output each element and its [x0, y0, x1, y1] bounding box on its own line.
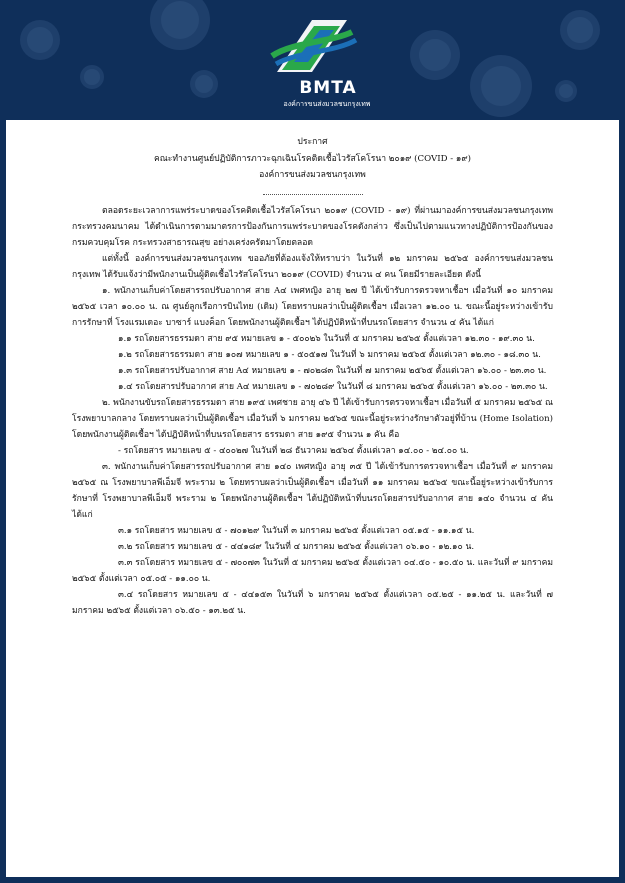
case-3-bus-3: ๓.๓ รถโดยสาร หมายเลข ๕ - ๗๐๐๗๓ ในวันที่ ๕ มกราคม ๒๕๖๕ ตั้งแต่เวลา ๐๔.๕๐ - ๑๐.๕๐ น. และวันที่ ๙ มกราคม ๒๕๖๕ ตั้งแต่เวลา ๐๕.๐๕ - ๑๑.๐๐ น. — [72, 557, 553, 584]
doc-subject: คณะทำงานศูนย์ปฏิบัติการภาวะฉุกเฉินโรคติดเชื้อไวรัสโคโรนา ๒๐๑๙ (COVID - ๑๙) — [154, 153, 471, 164]
doc-title: ประกาศ — [297, 137, 328, 147]
case-1-bus-3: ๑.๓ รถโดยสารปรับอากาศ สาย A๔ หมายเลข ๑ - ๗๐๒๘๓ ในวันที่ ๗ มกราคม ๒๕๖๕ ตั้งแต่เวลา ๑๖.๐๐ - ๒๓.๓๐ น. — [118, 365, 547, 376]
case-3-bus-1: ๓.๑ รถโดยสาร หมายเลข ๕ - ๗๐๑๒๙ ในวันที่ ๓ มกราคม ๒๕๖๕ ตั้งแต่เวลา ๐๕.๑๕ - ๑๑.๑๕ น. — [118, 525, 475, 536]
logo-wordmark: BMTA — [299, 78, 357, 98]
case-1: ๑. พนักงานเก็บค่าโดยสารรถปรับอากาศ สาย A๔ เพศหญิง อายุ ๒๗ ปี ได้เข้ารับการตรวจหาเชื้อฯ เมื่อวันที่ ๑๐ มกราคม ๒๕๖๕ เวลา ๑๐.๐๐ น. ณ ศูนย์ลูกเรือการบินไทย (เดิม) โดยทราบผลว่าเป็นผู้ติดเชื้อฯ เมื่อเวลา ๑๒.๐๐ น. ขณะนี้อยู่ระหว่างเข้ารับการรักษาที่ โรงแรมเดอะ บาซาร์ แบงค็อก โดยพนักงานผู้ติดเชื้อฯ ได้ปฏิบัติหน้าที่บนรถโดยสาร จำนวน ๔ คัน ได้แก่ — [72, 285, 553, 328]
bmta-logo-icon — [252, 12, 372, 84]
case-3-bus-4: ๓.๔ รถโดยสาร หมายเลข ๕ - ๔๔๑๕๓ ในวันที่ ๖ มกราคม ๒๕๖๕ ตั้งแต่เวลา ๐๕.๒๕ - ๑๑.๒๕ น. และวันที่ ๗ มกราคม ๒๕๖๕ ตั้งแต่เวลา ๐๖.๕๐ - ๑๓.๒๕ น. — [72, 589, 553, 616]
case-1-bus-2: ๑.๒ รถโดยสารธรรมดา สาย ๑๐๗ หมายเลข ๑ - ๕๐๕๑๗ ในวันที่ ๖ มกราคม ๒๕๖๕ ตั้งแต่เวลา ๑๒.๓๐ - ๑๘.๓๐ น. — [118, 349, 541, 360]
case-3: ๓. พนักงานเก็บค่าโดยสารรถปรับอากาศ สาย ๑๔๐ เพศหญิง อายุ ๓๕ ปี ได้เข้ารับการตรวจหาเชื้อฯ เมื่อวันที่ ๙ มกราคม ๒๕๖๕ ณ โรงพยาบาลพีเอ็มจี พระราม ๒ โดยทราบผลว่าเป็นผู้ติดเชื้อฯ เมื่อวันที่ ๑๑ มกราคม ๒๕๖๕ ขณะนี้อยู่ระหว่างเข้ารับการรักษาที่ โรงพยาบาลพีเอ็มจี พระราม ๒ โดยพนักงานผู้ติดเชื้อฯ ได้ปฏิบัติหน้าที่บนรถโดยสารปรับอากาศ สาย ๑๔๐ จำนวน ๔ คัน ได้แก่ — [72, 461, 553, 520]
intro-paragraph: ตลอดระยะเวลาการแพร่ระบาดของโรคติดเชื้อไวรัสโคโรนา ๒๐๑๙ (COVID - ๑๙) ที่ผ่านมาองค์การขนส่งมวลชนกรุงเทพ กระทรวงคมนาคม ได้ดำเนินการตามมาตรการป้องกันการแพร่ระบาดของโรคดังกล่าว ซึ่งเป็นไปตามแนวทางปฏิบัติการป้องกันของกรมควบคุมโรค กระทรวงสาธารณสุข อย่างเคร่งครัดมาโดยตลอด — [72, 205, 553, 248]
notice-paragraph: แต่ทั้งนี้ องค์การขนส่งมวลชนกรุงเทพ ขออภัยที่ต้องแจ้งให้ทราบว่า ในวันที่ ๑๒ มกราคม ๒๕๖๕ องค์การขนส่งมวลชนกรุงเทพ ได้รับแจ้งว่ามีพนักงานเป็นผู้ติดเชื้อไวรัสโคโรนา ๒๐๑๙ (COVID) จำนวน ๔ คน โดยมีรายละเอียด ดังนี้ — [72, 253, 553, 280]
case-2: ๒. พนักงานขับรถโดยสารธรรมดา สาย ๑๙๕ เพศชาย อายุ ๔๖ ปี ได้เข้ารับการตรวจหาเชื้อฯ เมื่อวันที่ ๕ มกราคม ๒๕๖๕ ณ โรงพยาบาลกลาง โดยทราบผลว่าเป็นผู้ติดเชื้อฯ เมื่อวันที่ ๖ มกราคม ๒๕๖๕ ขณะนี้อยู่ระหว่างรักษาตัวอยู่ที่บ้าน (Home Isolation) โดยพนักงานผู้ติดเชื้อฯ ได้ปฏิบัติหน้าที่บนรถโดยสาร ธรรมดา สาย ๑๙๕ จำนวน ๑ คัน คือ — [72, 397, 553, 440]
case-1-bus-4: ๑.๔ รถโดยสารปรับอากาศ สาย A๔ หมายเลข ๑ - ๗๐๒๘๙ ในวันที่ ๘ มกราคม ๒๕๖๕ ตั้งแต่เวลา ๑๖.๐๐ - ๒๓.๓๐ น. — [118, 381, 548, 392]
case-1-bus-1: ๑.๑ รถโดยสารธรรมดา สาย ๙๕ หมายเลข ๑ - ๕๐๐๒๖ ในวันที่ ๕ มกราคม ๒๕๖๕ ตั้งแต่เวลา ๑๒.๓๐ - ๑๙.๓๐ น. — [118, 333, 535, 344]
announcement-document — [6, 120, 619, 877]
doc-org: องค์การขนส่งมวลชนกรุงเทพ — [259, 170, 366, 180]
header-banner — [0, 6, 625, 114]
logo-subtitle: องค์การขนส่งมวลชนกรุงเทพ — [283, 100, 371, 108]
case-3-bus-2: ๓.๒ รถโดยสาร หมายเลข ๕ - ๔๔๑๘๙ ในวันที่ ๔ มกราคม ๒๕๖๕ ตั้งแต่เวลา ๐๖.๑๐ - ๑๒.๑๐ น. — [118, 541, 475, 552]
divider — [263, 188, 363, 195]
case-2-bus-1: - รถโดยสาร หมายเลข ๕ - ๔๐๐๒๗ ในวันที่ ๒๘ ธันวาคม ๒๕๖๔ ตั้งแต่เวลา ๑๔.๐๐ - ๒๔.๐๐ น. — [118, 445, 469, 456]
